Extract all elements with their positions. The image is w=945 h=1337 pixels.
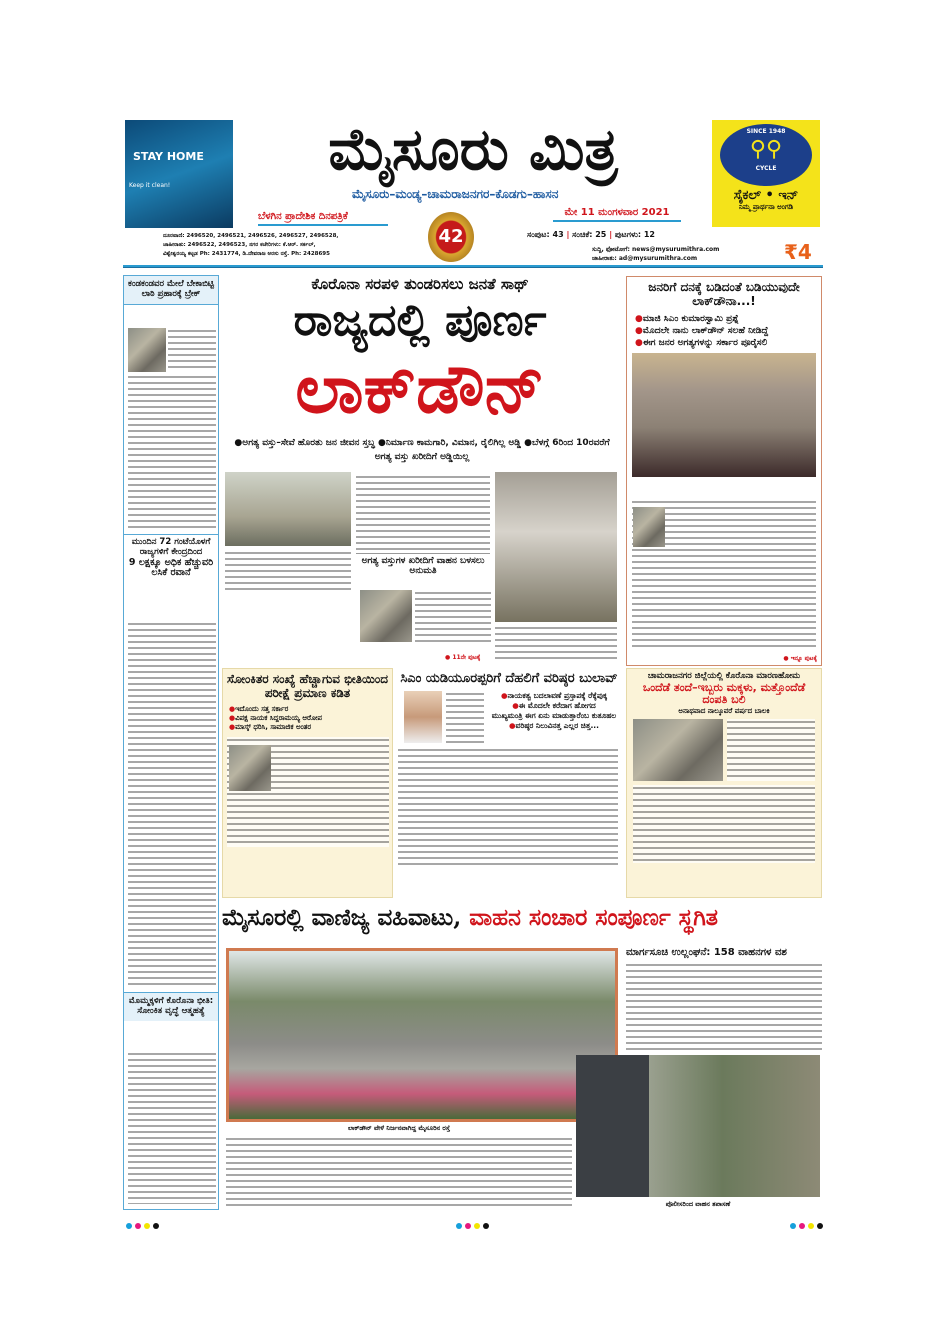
lead-headline-1	[222, 296, 618, 347]
cm-bullet: ●ಈ ಮೊದಲೇ ಕರೆದಾಗ ಹೋಗದ	[512, 701, 596, 711]
ad-stay-home[interactable]	[125, 120, 233, 228]
body-text	[626, 962, 822, 1052]
masthead-rule	[123, 265, 823, 268]
photo-officer	[128, 328, 166, 372]
anniversary-badge	[428, 212, 474, 262]
email-news[interactable]: ಸುದ್ದಿ, ಫೋಟೋಗೆ: news@mysurumithra.com	[592, 246, 720, 253]
photo-empty-road	[226, 948, 618, 1122]
tests-headline: ಸೋಂಕಿತರ ಸಂಖ್ಯೆ ಹೆಚ್ಚಾಗುವ ಭೀತಿಯಿಂದ ಪರೀಕ್ಷೆ ಪ್ರಮಾಣ ಕಡಿತ	[227, 672, 388, 700]
photo-shopper	[495, 472, 617, 622]
issue: ಸಂಚಿಕೆ: 25	[572, 230, 607, 239]
ad-since: SINCE 1948	[746, 128, 786, 135]
volume: ಸಂಪುಟ: 43	[527, 230, 564, 239]
bullet-text: ಮಾಜಿ ಸಿಎಂ ಕುಮಾರಸ್ವಾಮಿ ಪ್ರಶ್ನೆ	[642, 313, 739, 324]
cm-bullet: ●ವರಿಷ್ಠರ ನಿಲುವಿನತ್ತ ಎಲ್ಲರ ಚಿತ್ತ...	[509, 721, 599, 731]
cm-bullet	[488, 711, 620, 721]
ad-cycle[interactable]	[712, 120, 820, 227]
photo-caption-police: ಪೊಲೀಸರಿಂದ ವಾಹನ ತಪಾಸಣೆ	[665, 1200, 731, 1208]
masthead-title	[238, 116, 708, 182]
lead-continued[interactable]: ● 11ನೇ ಪುಟಕ್ಕೆ	[445, 654, 481, 661]
hdk-bullet: ●ಮೊದಲೇ ನಾನು ಲಾಕ್‌ಡೌನ್ ಸಲಹೆ ನೀಡಿದ್ದೆ	[635, 325, 769, 336]
headline-text: 9 ಲಕ್ಷಕ್ಕೂ ಅಧಿಕ ಹೆಚ್ಚುವರಿ ಲಸಿಕೆ ರವಾನೆ	[128, 556, 214, 579]
violations-headline	[626, 947, 822, 958]
anniversary-number: 42	[438, 226, 464, 247]
photo-yediyurappa	[404, 691, 442, 743]
bullet-text: ವಿಪಕ್ಷ ನಾಯಕ ಸಿದ್ದರಾಮಯ್ಯ ಆರೋಪ	[235, 714, 322, 723]
issue-date: ಮೇ 11 ಮಂಗಳವಾರ 2021	[553, 207, 681, 222]
tests-bullet: ●ಇದೊಂದು ಸತ್ತ ಸರ್ಕಾರ	[229, 704, 289, 713]
ad-tag: ನಿಮ್ಮ ಪ್ರಾರ್ಥನಾ ಅಂಗಡಿ	[738, 203, 794, 211]
bullet-text: ಈಗ ಜನರ ಅಗತ್ಯಗಳನ್ನು ಸರ್ಕಾರ ಪೂರೈಸಲಿ	[642, 337, 768, 348]
phones-line: ದೂರವಾಣಿ: 2496520, 2496521, 2496526, 2496527, 2496528,	[163, 233, 339, 239]
bullet-text: ಮೊದಲೇ ನಾನು ಲಾಕ್‌ಡೌನ್ ಸಲಹೆ ನೀಡಿದ್ದೆ	[642, 325, 769, 336]
body-text	[415, 590, 491, 642]
masthead-regions: ಮೈಸೂರು–ಮಂಡ್ಯ–ಚಾಮರಾಜನಗರ–ಕೊಡಗು–ಹಾಸನ	[352, 187, 559, 201]
phones-line: ಜಾಹೀರಾತು: 2496522, 2496523, ನಗರ ಕಚೇರಿಗಳು: ಕೆ.ಆರ್. ಸರ್ಕಲ್,	[163, 242, 316, 248]
hdk-headline: ಜನರಿಗೆ ದನಕ್ಕೆ ಬಡಿದಂತೆ ಬಡಿಯುವುದೇ ಲಾಕ್‌ಡೌನಾ...!	[648, 280, 800, 308]
banner-part-2: ವಾಹನ ಸಂಚಾರ ಸಂಪೂರ್ಣ ಸ್ಥಗಿತ	[469, 904, 718, 931]
tests-bullet: ●ಮಾಸ್ಕ್ ಧರಿಸಿ, ಸಾಮಾಜಿಕ ಅಂತರ	[229, 723, 312, 732]
lead-kicker	[222, 276, 618, 293]
lead-bullets: ●ಅಗತ್ಯ ವಸ್ತು–ಸೇವೆ ಹೊರತು ಜನ ಜೀವನ ಸ್ತಬ್ಧ ●ನಿರ್ಮಾಣ ಕಾಮಗಾರಿ, ವಿಮಾನ, ರೈಲಿಗಿಲ್ಲ ಅಡ್ಡಿ ●ಬೆಳಗ್ಗೆ 6ರಿಂದ 10ರವರೆಗೆ ಅಗತ್ಯ ವಸ್ತು ಖರೀದಿಗೆ ಅಡ್ಡಿಯಿಲ್ಲ	[234, 438, 610, 462]
photo-caption-main: ಲಾಕ್‌ಡೌನ್ ವೇಳೆ ನಿರ್ಜನವಾಗಿದ್ದ ಮೈಸೂರಿನ ರಸ್ತೆ	[347, 1124, 451, 1132]
color-registration-marks	[790, 1214, 826, 1233]
lead-subheadline: ಅಗತ್ಯ ವಸ್ತುಗಳ ಖರೀದಿಗೆ ವಾಹನ ಬಳಸಲು ಅನುಮತಿ	[356, 553, 490, 577]
bullet-text: ಈ ಮೊದಲೇ ಕರೆದಾಗ ಹೋಗದ	[518, 701, 596, 711]
contact-phones	[163, 232, 339, 259]
banner-part-1: ಮೈಸೂರಲ್ಲಿ ವಾಣಿಜ್ಯ ವಹಿವಾಟು,	[222, 904, 462, 931]
body-text	[128, 621, 216, 989]
banner-headline	[222, 904, 822, 931]
body-text	[727, 719, 815, 781]
headline-text: ಮುಂದಿನ 72 ಗಂಟೆಯೊಳಗೆ ರಾಜ್ಯಗಳಿಗೆ ಕೇಂದ್ರದಿಂದ	[131, 537, 211, 557]
bullet-text: ಮಾಸ್ಕ್ ಧರಿಸಿ, ಸಾಮಾಜಿಕ ಅಂತರ	[235, 723, 312, 732]
body-text	[495, 625, 617, 663]
cnagar-sub: ಅನಾಥವಾದ ನಾಲ್ಕೂವರೆ ವರ್ಷದ ಬಾಲಕಿ	[678, 707, 770, 716]
left-headline-1: ಕಂಡಕಂಡವರ ಮೇಲೆ ಬೇಕಾಬಿಟ್ಟಿ ಲಾಠಿ ಪ್ರಹಾರಕ್ಕೆ ಬ್ರೇಕ್	[124, 276, 218, 305]
bullet-text: ಇದೊಂದು ಸತ್ತ ಸರ್ಕಾರ	[235, 704, 289, 713]
photo-couple	[633, 719, 723, 781]
masthead-tagline: ಬೆಳಗಿನ ಪ್ರಾದೇಶಿಕ ದಿನಪತ್ರಿಕೆ	[258, 211, 388, 226]
hdk-continued[interactable]: ● ಇನ್ನೂ ಪುಟಕ್ಕೆ	[783, 655, 817, 662]
left-headline-2	[124, 534, 218, 582]
email-ad[interactable]: ಜಾಹೀರಾತು: ad@mysurumithra.com	[592, 255, 698, 262]
lead-kicker-text: ಕೊರೊನಾ ಸರಪಳಿ ತುಂಡರಿಸಲು ಜನತೆ ಸಾಥ್	[311, 275, 529, 293]
body-text	[356, 474, 490, 550]
body-text	[128, 374, 216, 532]
hdk-bullet: ●ಈಗ ಜನರ ಅಗತ್ಯಗಳನ್ನು ಸರ್ಕಾರ ಪೂರೈಸಲಿ	[635, 337, 768, 348]
lead-headline-1-text: ರಾಜ್ಯದಲ್ಲಿ ಪೂರ್ಣ	[293, 295, 547, 346]
photo-scooter	[360, 590, 412, 642]
body-text	[128, 1051, 216, 1204]
bullet-text: ವರಿಷ್ಠರ ನಿಲುವಿನತ್ತ ಎಲ್ಲರ ಚಿತ್ತ...	[515, 721, 599, 731]
ad-cycle-label: CYCLE	[755, 165, 777, 172]
left-column	[123, 275, 219, 1210]
hdk-bullet: ●ಮಾಜಿ ಸಿಎಂ ಕುಮಾರಸ್ವಾಮಿ ಪ್ರಶ್ನೆ	[635, 313, 739, 324]
body-text	[398, 747, 618, 867]
body-text	[633, 785, 815, 863]
color-registration-marks	[456, 1214, 492, 1233]
phones-line: ವಿಶ್ವೇಶ್ವರಯ್ಯ ಕಟ್ಟಡ Ph: 2431774, ಡಿ.ದೇವರಾಜ ಅರಸು ರಸ್ತೆ. Ph: 2428695	[163, 251, 330, 257]
ad-sub: Keep it clean!	[129, 182, 171, 189]
left-headline-3: ಮೊಮ್ಮಕ್ಕಳಿಗೆ ಕೊರೊನಾ ಭೀತಿ: ಸೋಂಕಿತ ವೃದ್ಧೆ ಆತ್ಮಹತ್ಯೆ	[124, 992, 218, 1021]
issue-meta: ಸಂಪುಟ: 43 | ಸಂಚಿಕೆ: 25 | ಪುಟಗಳು: 12	[527, 230, 655, 239]
tests-bullet: ●ವಿಪಕ್ಷ ನಾಯಕ ಸಿದ್ದರಾಮಯ್ಯ ಆರೋಪ	[229, 714, 322, 723]
photo-street	[225, 472, 351, 546]
cnagar-headline: ಒಂದೆಡೆ ತಂದೆ–ಇಬ್ಬರು ಮಕ್ಕಳು, ಮತ್ತೊಂದೆಡೆ ದಂಪತಿ ಬಲಿ	[642, 680, 806, 707]
lead-headline-2	[222, 350, 618, 428]
color-registration-marks	[126, 1214, 162, 1233]
tests-story-box	[222, 668, 393, 898]
bullet-text: ಮುಖ್ಯಮಂತ್ರಿ ಈಗ ಏನು ಮಾಡುತ್ತಾರೆಂಬ ಕುತೂಹಲ	[491, 711, 617, 721]
body-text	[226, 1136, 572, 1210]
banner-headline-text	[222, 904, 718, 931]
price: ₹4	[784, 240, 812, 264]
violations-headline-text: ಮಾರ್ಗಸೂಚಿ ಉಲ್ಲಂಘನೆ: 158 ವಾಹನಗಳ ವಶ	[626, 947, 787, 958]
cm-headline: ಸಿಎಂ ಯಡಿಯೂರಪ್ಪರಿಗೆ ದೆಹಲಿಗೆ ವರಿಷ್ಠರ ಬುಲಾವ್	[400, 671, 618, 686]
hdk-story-box	[626, 276, 822, 666]
body-text	[446, 691, 484, 743]
bicycle-icon: ⚲⚲	[749, 137, 783, 162]
bullet-text: ನಾಯಕತ್ವ ಬದಲಾವಣೆ ಪ್ರಸ್ತಾಪಕ್ಕೆ ರೆಕ್ಕೆಪುಕ್ಕ	[507, 690, 608, 700]
photo-siddaramaiah	[229, 745, 271, 791]
photo-kumaraswamy	[633, 507, 665, 547]
ad-title: STAY HOME	[133, 150, 204, 163]
ad-name: ಸೈಕಲ್ • ಇನ್	[733, 188, 799, 203]
cm-story	[398, 668, 620, 898]
pages: ಪುಟಗಳು: 12	[614, 230, 655, 239]
photo-police-bike	[632, 353, 816, 477]
photo-police-check	[576, 1055, 820, 1197]
masthead-title-text: ಮೈಸೂರು ಮಿತ್ರ	[328, 115, 618, 183]
lead-headline-2-text: ಲಾಕ್‌ಡೌನ್	[295, 349, 545, 429]
cnagar-story-box	[626, 668, 822, 898]
body-text	[168, 328, 216, 372]
cm-bullet: ●ನಾಯಕತ್ವ ಬದಲಾವಣೆ ಪ್ರಸ್ತಾಪಕ್ಕೆ ರೆಕ್ಕೆಪುಕ್ಕ	[500, 690, 608, 700]
contact-emails	[592, 245, 719, 263]
cnagar-kicker: ಚಾಮರಾಜನಗರ ಜಿಲ್ಲೆಯಲ್ಲಿ ಕೊರೊನಾ ಮಾರಣಹೋಮ	[647, 671, 801, 681]
body-text	[225, 550, 351, 592]
